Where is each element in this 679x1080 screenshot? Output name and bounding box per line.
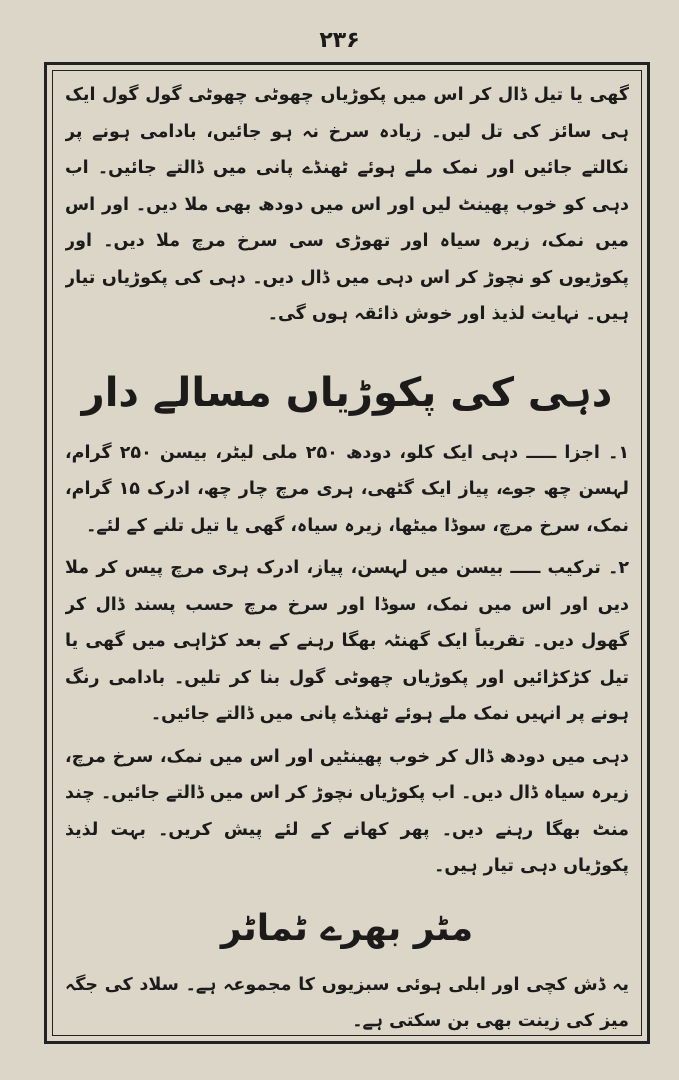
method-number: ۲۔: [608, 558, 629, 578]
intro-paragraph: گھی یا تیل ڈال کر اس میں پکوڑیاں چھوٹی چھوٹی گول گول ایک ہی سائز کی تل لیں۔ زیادہ سرخ نہ ہو جائیں، بادامی ہونے پر نکالتے جائیں اور نمک ملے ہوئے ٹھنڈے پانی میں ڈالتے جائیں۔ اب دہی کو خوب پھینٹ لیں اور اس میں دودھ بھی ملا دیں۔ اور اس میں نمک، زیرہ سیاہ اور تھوڑی سی سرخ مرچ ملا دیں۔ اور پکوڑیوں کو نچوڑ کر اس دہی میں ڈال دیں۔ دہی کی پکوڑیاں تیار ہیں۔ نہایت لذیذ اور خوش ذائقہ ہوں گی۔: [65, 85, 629, 324]
method-label: ترکیب ـــــ: [510, 558, 601, 578]
recipe2-intro: یہ ڈش کچی اور ابلی ہوئی سبزیوں کا مجموعہ ہے۔ سلاد کی جگہ میز کی زینت بھی بن سکتی ہے۔: [65, 974, 629, 1031]
ingredients-paragraph: [65, 435, 629, 545]
recipe-title-dahi-pakoriyan: دہی کی پکوڑیاں مسالے دار: [81, 369, 613, 416]
ingredients-text: دہی ایک کلو، دودھ ۲۵۰ ملی لیٹر، بیسن ۲۵۰ گرام، لہسن چھ جوے، پیاز ایک گٹھی، ہری مرچ چار چھ، ادرک ۱۵ گرام، نمک، سرخ مرچ، سوڈا میٹھا، زیرہ سیاہ، گھی یا تیل تلنے کے لئے۔: [65, 442, 629, 536]
method-paragraph: [65, 550, 629, 733]
ingredients-label: اجزا ـــــ: [526, 442, 600, 463]
method-text: بیسن میں لہسن، پیاز، ادرک ہری مرچ پیس کر ملا دیں اور اس میں نمک، سوڈا اور سرخ مرچ حسب پسند ڈال کر گھول دیں۔ تقریباً ایک گھنٹہ بھگا رہنے کے بعد کڑاہی میں گھی یا تیل کڑکڑائیں اور پکوڑیاں چھوٹی گول بنا کر تلیں۔ بادامی رنگ ہونے پر انہیں نمک ملے ہوئے ٹھنڈے پانی میں ڈالتے جائیں۔: [65, 558, 629, 724]
ingredients-number: ۱۔: [608, 442, 629, 463]
method-paragraph-2: دہی میں دودھ ڈال کر خوب پھینٹیں اور اس میں نمک، سرخ مرچ، زیرہ سیاہ ڈال دیں۔ اب پکوڑیاں نچوڑ کر اس میں ڈالتے جائیں۔ چند منٹ بھگا رہنے دیں۔ پھر کھانے کے لئے پیش کریں۔ بہت لذیذ پکوڑیاں دہی تیار ہیں۔: [65, 746, 629, 876]
page-content: [65, 77, 629, 1031]
page-border: [44, 62, 650, 1044]
recipe-title-matar-tamatar: مٹر بھرے ٹماٹر: [220, 907, 474, 949]
page-number: ۲۳۶: [319, 28, 360, 53]
